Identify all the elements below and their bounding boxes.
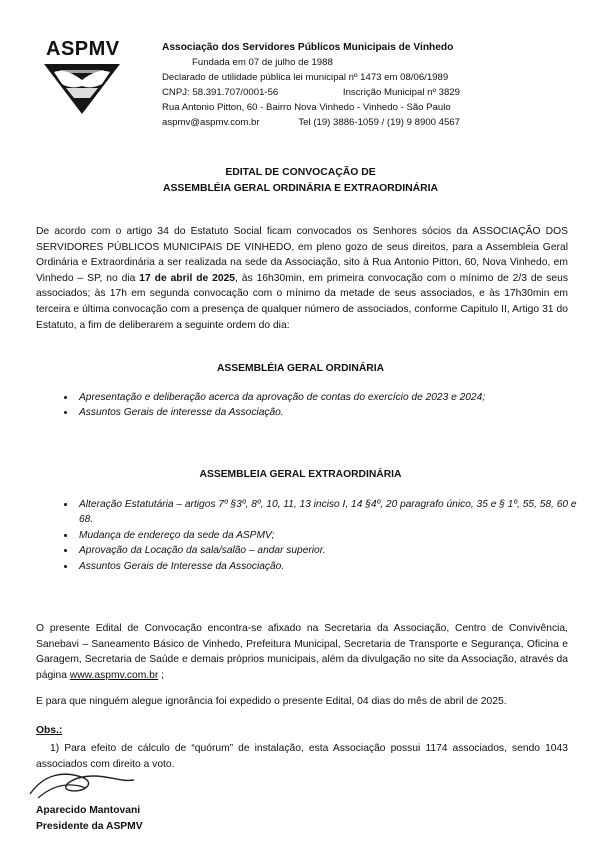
- handshake-icon: [40, 58, 124, 116]
- title-line-1: EDITAL DE CONVOCAÇÃO DE: [225, 167, 376, 178]
- document-title: [0, 165, 601, 197]
- intro-text-2: , às 16h30min, em primeira convocação com o mínimo de 2/3 de seus associados; às 17h em segunda convocação com o mínimo da metade de seus associados, e às 17h30min em terceira e última convocação com a presença de qualquer número de associados, conforme Capitulo II, Artigo 31 do Estatuto, a fim de deliberarem a seguinte ordem do dia:: [36, 272, 568, 331]
- list-item: • Aprovação da Locação da sala/salão – andar superior.: [76, 543, 586, 558]
- signature-block: [36, 803, 143, 835]
- afixado-end: ;: [158, 669, 165, 681]
- extraordinaria-list: [62, 497, 586, 574]
- obs-label: Obs.:: [36, 725, 63, 736]
- contact-row: [162, 115, 460, 130]
- list-item: • Apresentação e deliberação acerca da aprovação de contas do exercício de 2023 e 2024;: [76, 390, 586, 405]
- signature-scribble: [24, 764, 144, 804]
- inscricao-text: Inscrição Municipal nº 3829: [342, 87, 460, 98]
- organization-info: [162, 40, 582, 130]
- list-item: • Assuntos Gerais de interesse da Associação.: [76, 405, 586, 420]
- extraordinaria-title: ASSEMBLEIA GERAL EXTRAORDINÁRIA: [199, 469, 402, 480]
- obs-text: 1) Para efeito de cálculo de “quórum” de instalação, esta Associação possui 1174 associados, sendo 1043 associados com direito a voto.: [36, 743, 568, 770]
- closing-paragraph: E para que ninguém alegue ignorância foi expedido o presente Edital, 04 dias do mês de abril de 2025.: [36, 696, 507, 707]
- declared-text: Declarado de utilidade pública lei municipal nº 1473 em 08/06/1989: [162, 72, 449, 83]
- list-item: • Mudança de endereço da sede da ASPMV;: [76, 528, 586, 543]
- phone-text: Tel (19) 3886-1059 / (19) 9 8900 4567: [298, 117, 460, 128]
- afixado-paragraph: [36, 621, 568, 683]
- title-line-2: ASSEMBLÉIA GERAL ORDINÁRIA E EXTRAORDINÁRIA: [163, 183, 438, 194]
- address-text: Rua Antonio Pitton, 60 - Bairro Nova Vinhedo - Vinhedo - São Paulo: [162, 102, 451, 113]
- email-text: aspmv@aspmv.com.br: [162, 117, 260, 128]
- org-name: Associação dos Servidores Públicos Municipais de Vinhedo: [162, 42, 454, 53]
- afixado-text: O presente Edital de Convocação encontra-se afixado na Secretaria da Associação, Centro de Convivência, Sanebavi – Saneamento Básico de Vinhedo, Prefeitura Municipal, Secretaria de Transporte e Segurança, Oficina e Garagem, Secretaria de Saúde e demais próprios municipais, além da divulgação no site da Associação, através da página: [36, 623, 568, 681]
- founded-text: Fundada em 07 de julho de 1988: [192, 57, 333, 68]
- signer-role: Presidente da ASPMV: [36, 821, 143, 832]
- meeting-date: 17 de abril de 2025: [139, 272, 236, 284]
- ordinaria-title: ASSEMBLÉIA GERAL ORDINÁRIA: [216, 363, 385, 374]
- logo-text: ASPMV: [46, 38, 120, 60]
- ordinaria-list: [62, 390, 586, 421]
- registration-row: [162, 85, 460, 100]
- list-item: • Alteração Estatutária – artigos 7º §3º, 8º, 10, 11, 13 inciso I, 14 §4º, 20 paragrafo único, 35 e § 1º, 55, 58, 60 e 68.: [76, 497, 586, 528]
- intro-text-1: De acordo com o artigo 34 do Estatuto Social ficam convocados os Senhores sócios da ASSOCIAÇÃO DOS SERVIDORES PÚBLICOS MUNICIPAIS DE VINHEDO, em pleno gozo de seus direitos, para a Assembleia Geral Ordinária e Extraordinária a ser realizada na sede da Associação, sito à Rua Antonio Pitton, 60, Nova Vinhedo, em Vinhedo – SP, no dia: [36, 226, 568, 284]
- intro-paragraph: [36, 224, 568, 333]
- signer-name: Aparecido Mantovani: [36, 805, 141, 816]
- site-link[interactable]: www.aspmv.com.br: [69, 669, 159, 681]
- cnpj-text: CNPJ: 58.391.707/0001-56: [162, 87, 279, 98]
- list-item: • Assuntos Gerais de Interesse da Associação.: [76, 559, 586, 574]
- aspmv-logo: [40, 38, 124, 116]
